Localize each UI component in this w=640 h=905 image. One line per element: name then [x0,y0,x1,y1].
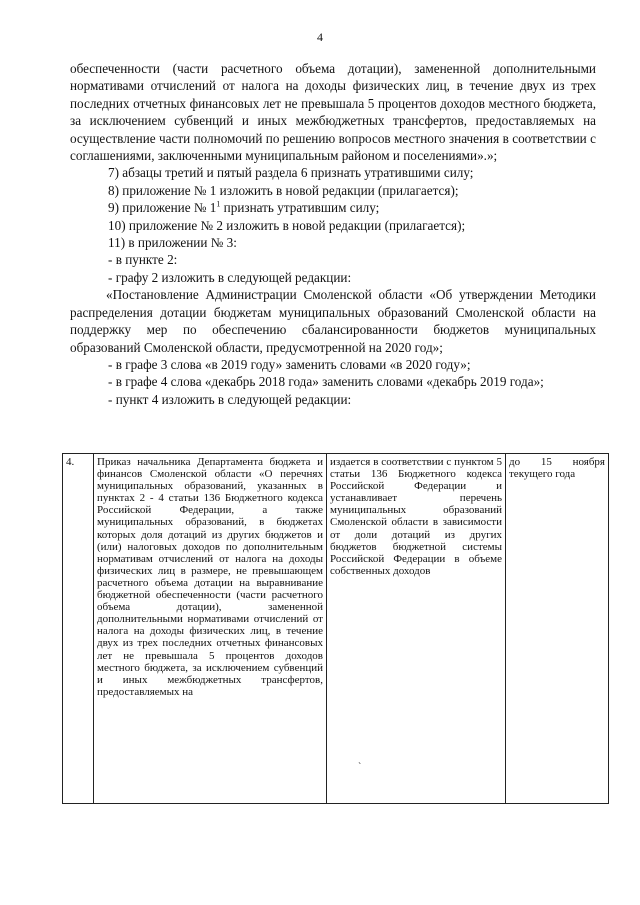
document-body [70,60,596,408]
document-name-text: Приказ начальника Департамента бюджета и финансов Смоленской области «О перечнях муниципальных образований, указанных в пунктах 2 - 4 статьи 136 Бюджетного кодекса Российской Федерации, а также муниципальных образований, в бюджетах которых доля дотаций из других бюджетов и (или) налоговых доходов по дополнительным нормативам отчислений от налога на доходы физических лиц в размере, не превышающем расчетного объема дотации на выравнивание бюджетной обеспеченности (части расчетного объема дотации), замененной дополнительными нормативами отчислений от налога на доходы физических лиц, в течение двух из трех последних отчетных финансовых лет не превышала 5 процентов доходов местного бюджета, за исключением субвенций и иных межбюджетных трансфертов, предоставляемых на [97,456,323,698]
list-item-10: 10) приложение № 2 изложить в новой редакции (прилагается); [108,217,466,233]
deadline-cell [506,454,609,804]
row-number: 4. [66,456,75,468]
replacement-table [62,453,609,804]
list-item-7: 7) абзацы третий и пятый раздела 6 признать утратившими силу; [108,165,474,181]
adoption-basis-cell [327,454,506,804]
item9-superscript: 1 [216,199,221,209]
document-name-cell [94,454,327,804]
row-number-cell [63,454,94,804]
deadline-text: до 15 ноября текущего года [509,456,605,481]
list-item-9 [70,199,596,216]
sub-item-point-2: - в пункте 2: [108,252,178,268]
adoption-basis-text: издается в соответствии с пунктом 5 статьи 136 Бюджетного кодекса Российской Федерации и устанавливает перечень муниципальных образований Смоленской области в зависимости от доли дотаций из других бюджетов бюджетной системы Российской Федерации в объеме собственных доходов [330,456,502,577]
item9-text: 9) приложение № 1 [108,200,217,216]
sub-item-point-4: - пункт 4 изложить в следующей редакции: [108,391,352,407]
paragraph-continuation: обеспеченности (части расчетного объема дотации), замененной дополнительными нормативами отчислений от налога на доходы физических лиц, в течение двух из трех последних отчетных финансовых лет не превышала 5 процентов доходов местного бюджета, за исключением субвенций и иных межбюджетных трансфертов, предоставляемых на осуществление части полномочий по решению вопросов местного значения в соответствии с соглашениями, заключенными муниципальным районом и поселениями».»; [70,61,596,164]
table-row [63,454,609,804]
sub-item-column-4: - в графе 4 слова «декабрь 2018 года» заменить словами «декабрь 2019 года»; [108,374,544,390]
item9-text-end: признать утратившим силу; [220,200,380,216]
stray-mark: ` [358,762,362,773]
list-item-8: 8) приложение № 1 изложить в новой редакции (прилагается); [108,182,459,198]
quoted-resolution: «Постановление Администрации Смоленской области «Об утверждении Методики распределения дотации бюджетам муниципальных образований Смоленской области на поддержку мер по обеспечению сбалансированности бюджетов муниципальных образований Смоленской области, предусмотренной на 2020 год»; [70,287,596,355]
page-number: 4 [317,30,323,44]
list-item-11: 11) в приложении № 3: [108,235,237,251]
sub-item-column-3: - в графе 3 слова «в 2019 году» заменить словами «в 2020 году»; [108,356,471,372]
sub-item-column-2: - графу 2 изложить в следующей редакции: [108,269,352,285]
